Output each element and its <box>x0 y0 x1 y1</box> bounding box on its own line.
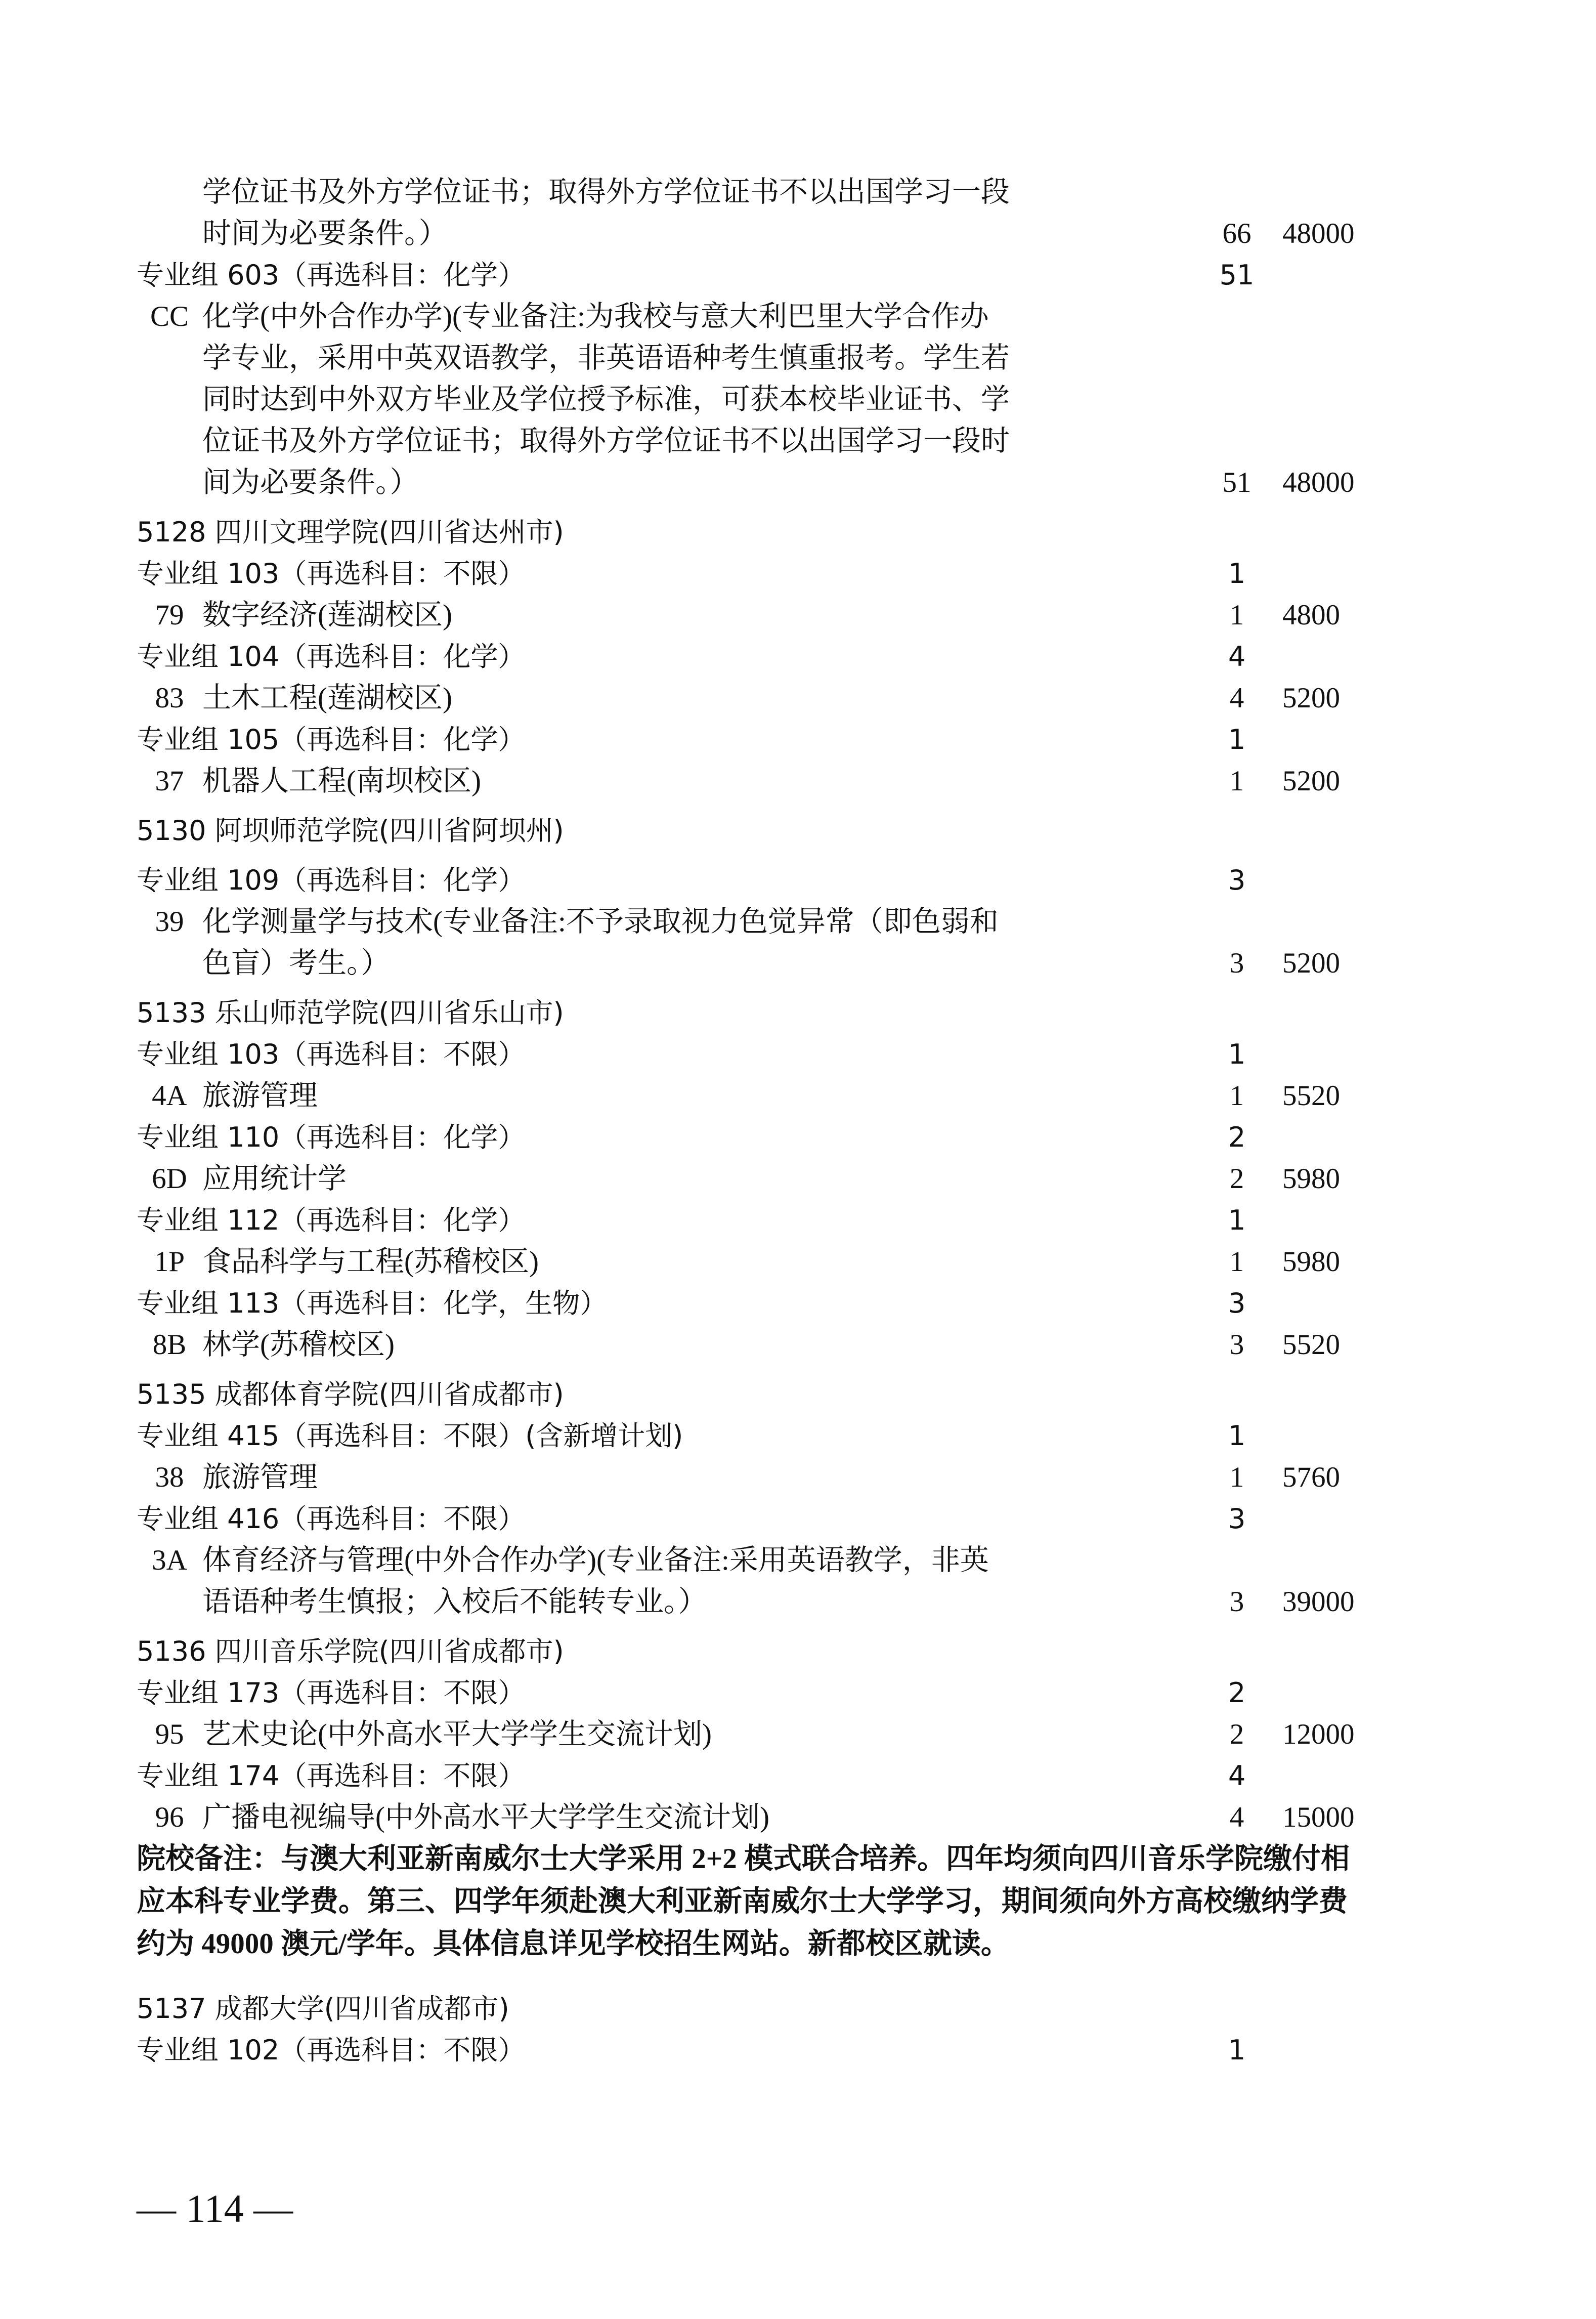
plan-count: 4 <box>1229 1801 1244 1833</box>
major-row <box>0 1159 1596 1199</box>
major-text: 体育经济与管理(中外合作办学)(专业备注:采用英语教学，非英 <box>202 1544 989 1576</box>
group-label: 专业组 173（再选科目：不限） <box>137 1677 526 1709</box>
plan-count: 3 <box>1228 864 1246 896</box>
plan-count: 1 <box>1229 1461 1244 1493</box>
group-label: 专业组 416（再选科目：不限） <box>137 1503 526 1535</box>
plan-count: 1 <box>1228 724 1246 755</box>
continuation-row <box>0 380 1596 420</box>
school-header <box>0 512 1596 553</box>
school-note-line-2 <box>0 1881 1596 1924</box>
school-name: 5137 成都大学(四川省成都市) <box>137 1993 509 2025</box>
group-label: 专业组 103（再选科目：不限） <box>137 1038 526 1070</box>
continuation-row <box>0 943 1596 984</box>
major-row <box>0 1797 1596 1838</box>
plan-count: 1 <box>1229 1080 1244 1112</box>
group-row <box>0 1034 1596 1075</box>
major-row <box>0 1540 1596 1581</box>
plan-count: 1 <box>1228 558 1246 589</box>
major-text: 土木工程(莲湖校区) <box>202 682 452 714</box>
group-row <box>0 2030 1596 2071</box>
major-code: 79 <box>155 599 184 631</box>
major-row <box>0 761 1596 802</box>
tuition-fee: 48000 <box>1282 467 1355 498</box>
major-text: 色盲）考生。） <box>202 947 390 979</box>
plan-count: 1 <box>1228 2034 1246 2066</box>
major-code: 39 <box>155 906 184 938</box>
major-row <box>0 297 1596 337</box>
group-label: 专业组 109（再选科目：化学） <box>137 864 526 896</box>
school-note-label: 院校备注： <box>137 1843 281 1875</box>
major-code: 4A <box>152 1080 187 1112</box>
group-row <box>0 1117 1596 1158</box>
major-text: 艺术史论(中外高水平大学学生交流计划) <box>202 1718 712 1750</box>
school-header <box>0 1631 1596 1672</box>
group-row <box>0 255 1596 296</box>
group-row <box>0 1756 1596 1796</box>
plan-count: 1 <box>1228 1420 1246 1452</box>
major-text: 广播电视编导(中外高水平大学学生交流计划) <box>202 1801 769 1833</box>
major-text: 语语种考生慎报；入校后不能转专业。） <box>202 1586 707 1618</box>
plan-count: 4 <box>1228 641 1246 672</box>
major-code: 8B <box>152 1329 187 1361</box>
school-note-line-1 <box>0 1839 1596 1881</box>
major-code: 37 <box>155 765 184 797</box>
major-row <box>0 1242 1596 1282</box>
tuition-fee: 5980 <box>1282 1163 1340 1195</box>
major-text: 食品科学与工程(苏稽校区) <box>202 1246 539 1278</box>
plan-count: 1 <box>1229 765 1244 797</box>
school-name: 5136 四川音乐学院(四川省成都市) <box>137 1635 564 1667</box>
group-row <box>0 1283 1596 1324</box>
group-label: 专业组 112（再选科目：化学） <box>137 1204 526 1236</box>
group-label: 专业组 103（再选科目：不限） <box>137 558 526 589</box>
plan-count: 4 <box>1228 1760 1246 1792</box>
group-label: 专业组 113（再选科目：化学，生物） <box>137 1287 608 1319</box>
plan-count: 2 <box>1229 1718 1244 1750</box>
major-text: 数字经济(莲湖校区) <box>202 599 452 631</box>
plan-count: 66 <box>1222 218 1252 249</box>
major-text: 化学测量学与技术(专业备注:不予录取视力色觉异常（即色弱和 <box>202 906 999 938</box>
group-label: 专业组 102（再选科目：不限） <box>137 2034 526 2066</box>
tuition-fee: 4800 <box>1282 599 1340 631</box>
group-row <box>0 637 1596 677</box>
major-code: 1P <box>154 1246 185 1278</box>
plan-count: 2 <box>1228 1677 1246 1709</box>
major-text: 旅游管理 <box>202 1461 318 1493</box>
continuation-row <box>0 214 1596 254</box>
school-header <box>0 1374 1596 1415</box>
group-label: 专业组 174（再选科目：不限） <box>137 1760 526 1792</box>
group-label: 专业组 110（再选科目：化学） <box>137 1121 526 1153</box>
major-row <box>0 678 1596 719</box>
major-code: 95 <box>155 1718 184 1750</box>
tuition-fee: 5200 <box>1282 682 1340 714</box>
plan-count: 1 <box>1228 1204 1246 1236</box>
group-row <box>0 1673 1596 1713</box>
group-row <box>0 720 1596 760</box>
school-name: 5133 乐山师范学院(四川省乐山市) <box>137 997 564 1029</box>
plan-count: 2 <box>1228 1121 1246 1153</box>
major-text: 林学(苏稽校区) <box>202 1329 395 1361</box>
tuition-fee: 12000 <box>1282 1718 1355 1750</box>
school-header <box>0 1989 1596 2029</box>
school-note-line-3 <box>0 1924 1596 1966</box>
school-name: 5128 四川文理学院(四川省达州市) <box>137 516 564 548</box>
group-label: 专业组 603（再选科目：化学） <box>137 259 526 291</box>
tuition-fee: 5200 <box>1282 947 1340 979</box>
major-text: 学位证书及外方学位证书；取得外方学位证书不以出国学习一段 <box>202 176 1010 208</box>
major-text: 间为必要条件。） <box>202 467 419 498</box>
major-code: 96 <box>155 1801 184 1833</box>
plan-count: 3 <box>1228 1287 1246 1319</box>
major-text: 机器人工程(南坝校区) <box>202 765 481 797</box>
plan-count: 3 <box>1229 947 1244 979</box>
major-text: 应用统计学 <box>202 1163 347 1195</box>
major-code: 3A <box>152 1544 187 1576</box>
group-row <box>0 860 1596 901</box>
continuation-row <box>0 421 1596 461</box>
group-label: 专业组 104（再选科目：化学） <box>137 641 526 672</box>
major-code: 6D <box>152 1163 187 1195</box>
plan-count: 1 <box>1229 599 1244 631</box>
plan-count: 3 <box>1229 1329 1244 1361</box>
plan-count: 1 <box>1229 1246 1244 1278</box>
tuition-fee: 15000 <box>1282 1801 1355 1833</box>
major-row <box>0 595 1596 636</box>
group-label: 专业组 105（再选科目：化学） <box>137 724 526 755</box>
major-text: 旅游管理 <box>202 1080 318 1112</box>
plan-count: 3 <box>1229 1586 1244 1618</box>
tuition-fee: 39000 <box>1282 1586 1355 1618</box>
plan-count: 51 <box>1222 467 1252 498</box>
school-note-text: 与澳大利亚新南威尔士大学采用 2+2 模式联合培养。四年均须向四川音乐学院缴付相 <box>281 1843 1350 1875</box>
school-note-text: 约为 49000 澳元/学年。具体信息详见学校招生网站。新都校区就读。 <box>137 1928 1010 1960</box>
school-header <box>0 993 1596 1033</box>
major-row <box>0 1325 1596 1365</box>
tuition-fee: 5760 <box>1282 1461 1340 1493</box>
major-text: 时间为必要条件。） <box>202 218 448 249</box>
major-row <box>0 1076 1596 1116</box>
school-name: 5130 阿坝师范学院(四川省阿坝州) <box>137 815 564 847</box>
major-code: CC <box>150 301 189 332</box>
major-code: 83 <box>155 682 184 714</box>
tuition-fee: 5520 <box>1282 1329 1340 1361</box>
plan-count: 51 <box>1219 259 1255 291</box>
school-header <box>0 811 1596 851</box>
major-row <box>0 1457 1596 1498</box>
group-row <box>0 1416 1596 1456</box>
plan-count: 1 <box>1228 1038 1246 1070</box>
continuation-row <box>0 462 1596 503</box>
plan-count: 3 <box>1228 1503 1246 1535</box>
major-text: 位证书及外方学位证书；取得外方学位证书不以出国学习一段时 <box>202 425 1010 457</box>
major-text: 同时达到中外双方毕业及学位授予标准，可获本校毕业证书、学 <box>202 384 1010 415</box>
major-text: 学专业，采用中英双语教学，非英语语种考生慎重报考。学生若 <box>202 342 1010 374</box>
school-name: 5135 成都体育学院(四川省成都市) <box>137 1378 564 1410</box>
tuition-fee: 48000 <box>1282 218 1355 249</box>
plan-count: 4 <box>1229 682 1244 714</box>
major-row <box>0 1714 1596 1755</box>
group-row <box>0 1200 1596 1241</box>
tuition-fee: 5200 <box>1282 765 1340 797</box>
tuition-fee: 5980 <box>1282 1246 1340 1278</box>
continuation-row <box>0 338 1596 378</box>
plan-count: 2 <box>1229 1163 1244 1195</box>
group-label: 专业组 415（再选科目：不限）(含新增计划) <box>137 1420 683 1452</box>
major-text: 化学(中外合作办学)(专业备注:为我校与意大利巴里大学合作办 <box>202 301 989 332</box>
school-note-text: 应本科专业学费。第三、四学年须赴澳大利亚新南威尔士大学学习，期间须向外方高校缴纳学费 <box>137 1885 1348 1917</box>
major-row <box>0 902 1596 942</box>
group-row <box>0 1499 1596 1539</box>
group-row <box>0 554 1596 594</box>
continuation-row <box>0 172 1596 213</box>
tuition-fee: 5520 <box>1282 1080 1340 1112</box>
page-number: — 114 — <box>137 2186 293 2230</box>
major-code: 38 <box>155 1461 184 1493</box>
continuation-row <box>0 1582 1596 1622</box>
